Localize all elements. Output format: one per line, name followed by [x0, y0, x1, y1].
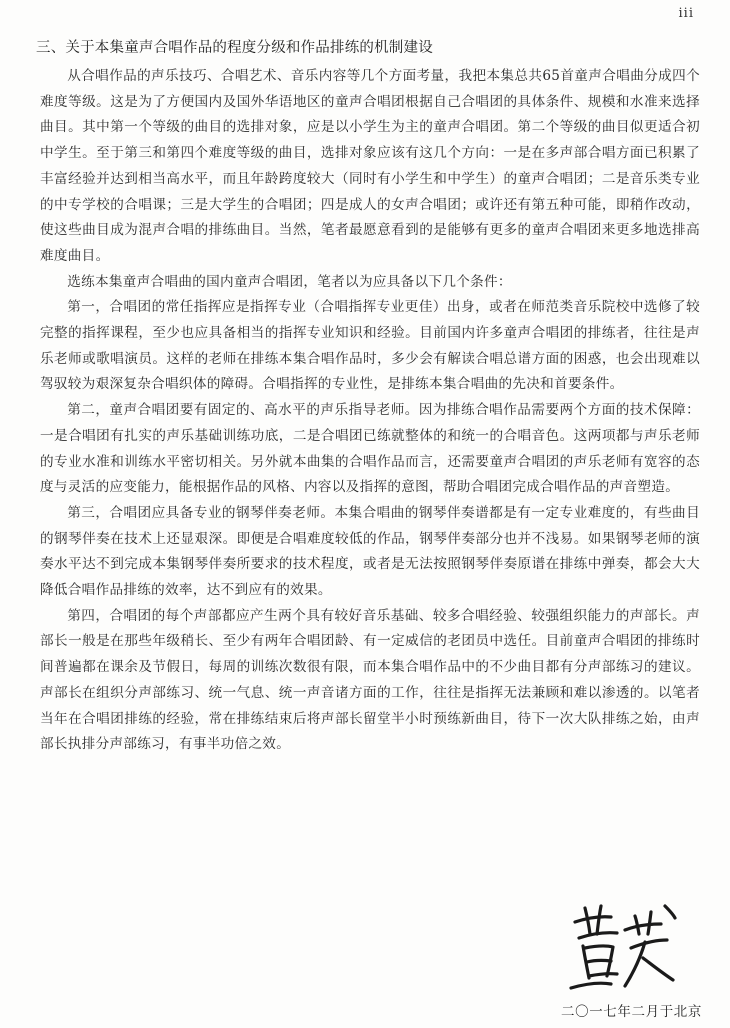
- paragraph-conditions-intro: 选练本集童声合唱曲的国内童声合唱团，笔者以为应具备以下几个条件：: [67, 273, 512, 290]
- section-heading: 三、关于本集童声合唱作品的程度分级和作品排练的机制建设: [36, 40, 433, 56]
- paragraph-condition-conductor: 第一，合唱团的常任指挥应是指挥专业（合唱指挥专业更佳）出身，或者在师范类音乐院校中选修了较完整的指挥课程，至少也应具备相当的指挥专业知识和经验。目前国内许多童声合唱团的排练者，往往是声乐老师或歌唱演员。这样的老师在排练本集合唱作品时，多少会有解读合唱总谱方面的困惑，也会出现难以驾驭较为艰深复杂合唱织体的障碍。合唱指挥的专业性，是排练本集合唱曲的先决和首要条件。: [40, 299, 700, 393]
- handwritten-signature: [565, 900, 685, 990]
- paragraph-condition-section-leaders: 第四，合唱团的每个声部都应产生两个具有较好音乐基础、较多合唱经验、较强组织能力的声部长。声部长一般是在那些年级稍长、至少有两年合唱团龄、有一定威信的老团员中选任。目前童声合唱团的排练时间普遍都在课余及节假日，每周的训练次数很有限，而本集合唱作品中的不少曲目都有分声部练习的建议。声部长在组织分声部练习、统一气息、统一声音诸方面的工作，往往是指挥无法兼顾和难以渗透的。以笔者当年在合唱团排练的经验，常在排练结束后将声部长留堂半小时预练新曲目，待下一次大队排练之始，由声部长执排分声部练习，有事半功倍之效。: [40, 607, 700, 753]
- paragraph-condition-vocal-teacher: 第二，童声合唱团要有固定的、高水平的声乐指导老师。因为排练合唱作品需要两个方面的技术保障：一是合唱团有扎实的声乐基础训练功底，二是合唱团已练就整体的和统一的合唱音色。这两项都与声乐老师的专业水准和训练水平密切相关。另外就本曲集的合唱作品而言，还需要童声合唱团的声乐老师有宽容的态度与灵活的应变能力，能根据作品的风格、内容以及指挥的意图，帮助合唱团完成合唱作品的声音塑造。: [40, 402, 700, 496]
- date-location-line: 二〇一七年二月于北京: [561, 1004, 702, 1020]
- paragraph-condition-piano-accompanist: 第三，合唱团应具备专业的钢琴伴奏老师。本集合唱曲的钢琴伴奏谱都是有一定专业难度的，有些曲目的钢琴伴奏在技术上还显艰深。即便是合唱难度较低的作品，钢琴伴奏部分也并不浅易。如果钢琴老师的演奏水平达不到完成本集钢琴伴奏所要求的技术程度，或者是无法按照钢琴伴奏原谱在排练中弹奏，都会大大降低合唱作品排练的效率，达不到应有的效果。: [40, 504, 700, 599]
- paragraph-difficulty-levels: 从合唱作品的声乐技巧、合唱艺术、音乐内容等几个方面考量，我把本集总共65首童声合唱曲分成四个难度等级。这是为了方便国内及国外华语地区的童声合唱团根据自己合唱团的具体条件、规模和水准来选择曲目。其中第一个等级的曲目的选排对象，应是以小学生为主的童声合唱团。第二个等级的曲目似更适合初中学生。至于第三和第四个难度等级的曲目，选排对象应该有这几个方向：一是在多声部合唱方面已积累了丰富经验并达到相当高水平，而且年龄跨度较大（同时有小学生和中学生）的童声合唱团；二是音乐类专业的中专学校的合唱课；三是大学生的合唱团；四是成人的女声合唱团；或许还有第五种可能，即稍作改动，使这些曲目成为混声合唱的排练曲目。当然，笔者最愿意看到的是能够有更多的童声合唱团来更多地选排高难度曲目。: [40, 68, 700, 264]
- body-text: [40, 64, 700, 758]
- page-number: iii: [678, 6, 694, 21]
